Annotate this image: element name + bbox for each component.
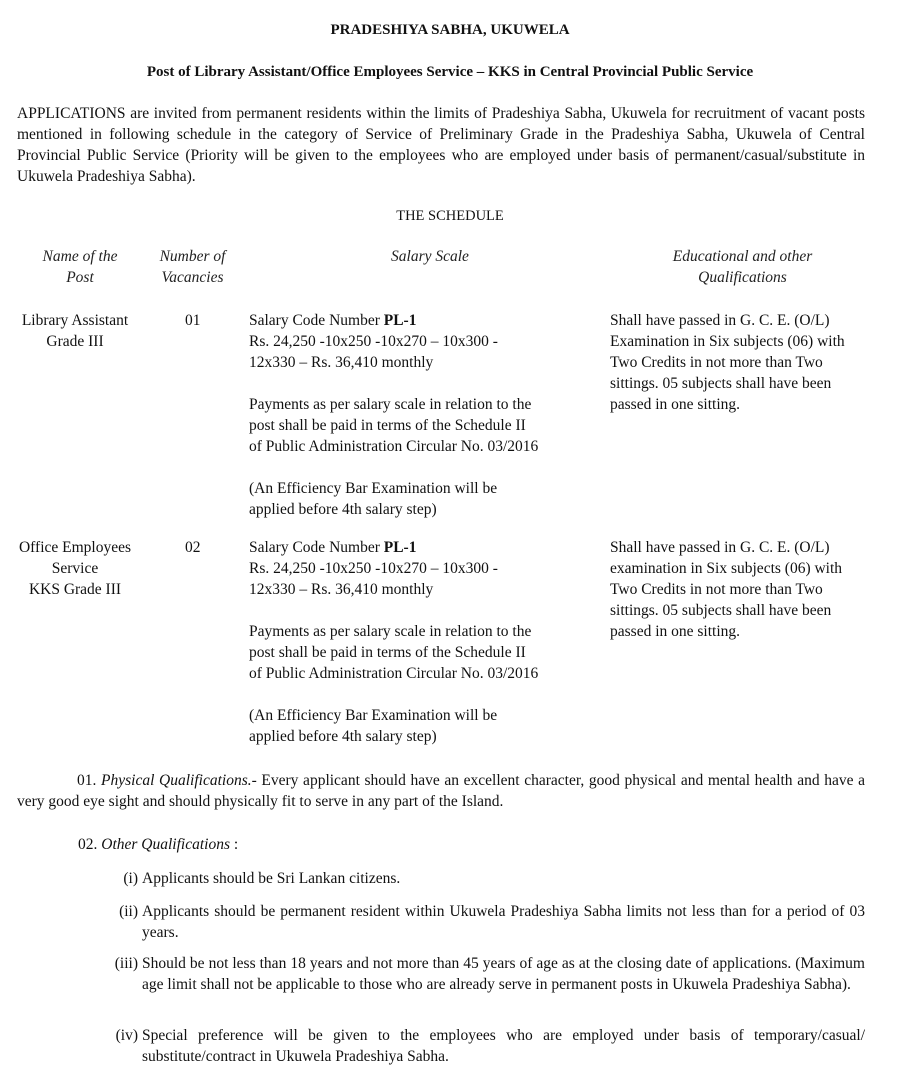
page-subtitle: Post of Library Assistant/Office Employees Service – KKS in Central Provincial Public Service — [146, 64, 754, 80]
qualification-line: Examination in Six subjects (06) with — [610, 333, 845, 350]
salary-code: PL-1 — [383, 539, 417, 556]
salary-code: PL-1 — [383, 312, 417, 329]
post-name-line: Grade III — [46, 333, 104, 350]
qualification-line: Two Credits in not more than Two — [610, 581, 823, 598]
section-colon: : — [229, 836, 239, 853]
intro-paragraph: APPLICATIONS are invited from permanent residents within the limits of Pradeshiya Sabha, Ukuwela for recruitment of vacant posts mentioned in following schedule in the category of Service of Preliminary Grade in the Pradeshiya Sabha, Ukuwela of Central Provincial Public Service (Priority will be given to the employees who are employed under basis of permanent/casual/substitute in Ukuwela Pradeshiya Sabha). — [17, 105, 865, 185]
salary-scale-line: 12x330 – Rs. 36,410 monthly — [249, 581, 434, 598]
efficiency-bar-line: applied before 4th salary step) — [249, 728, 437, 745]
qualification-line: Shall have passed in G. C. E. (O/L) — [610, 312, 830, 329]
post-name-line: Library Assistant — [21, 312, 129, 329]
header-vacancies-line: Number of — [159, 248, 226, 265]
section-heading: Physical Qualifications. — [101, 772, 252, 789]
post-name-line: KKS Grade III — [28, 581, 122, 598]
page-title: PRADESHIYA SABHA, UKUWELA — [330, 22, 570, 38]
header-vacancies — [145, 246, 240, 288]
salary-code-line — [249, 537, 589, 558]
post-name-line: Service — [51, 560, 99, 577]
qualification-line: passed in one sitting. — [610, 396, 741, 413]
qualification-line: examination in Six subjects (06) with — [610, 560, 843, 577]
header-post-name — [25, 246, 135, 288]
payment-note-line: post shall be paid in terms of the Schedule II — [249, 417, 526, 434]
header-salary-scale: Salary Scale — [391, 248, 469, 265]
physical-qualifications-section — [17, 770, 865, 812]
table-row-qualifications — [610, 310, 875, 415]
header-qualifications — [610, 246, 875, 288]
post-name-line: Office Employees — [18, 539, 132, 556]
salary-scale-line: Rs. 24,250 -10x250 -10x270 – 10x300 - — [249, 333, 498, 350]
list-item-number: (i) — [123, 870, 138, 887]
table-row-qualifications — [610, 537, 875, 642]
list-item-text: Special preference will be given to the employees who are employed under basis of temporary/casual/ substitute/contract in Ukuwela Pradeshiya Sabha. — [142, 1027, 865, 1065]
other-qualifications-heading — [78, 834, 238, 855]
efficiency-bar-line: (An Efficiency Bar Examination will be — [249, 480, 498, 497]
qualification-line: Two Credits in not more than Two — [610, 354, 823, 371]
schedule-title: THE SCHEDULE — [396, 208, 504, 224]
salary-scale-line: 12x330 – Rs. 36,410 monthly — [249, 354, 434, 371]
payment-note-line: of Public Administration Circular No. 03/2016 — [249, 665, 539, 682]
payment-note-line: of Public Administration Circular No. 03/2016 — [249, 438, 539, 455]
payment-note-line: post shall be paid in terms of the Schedule II — [249, 644, 526, 661]
table-row-vacancies: 01 — [185, 312, 201, 329]
list-item-text: Should be not less than 18 years and not more than 45 years of age as at the closing date of applications. (Maximum age limit shall not be applicable to those who are already serve in permanent posts in Ukuwela Pradeshiya Sabha). — [142, 955, 865, 993]
qualification-line: passed in one sitting. — [610, 623, 741, 640]
list-item-number: (ii) — [119, 903, 138, 920]
payment-note-line: Payments as per salary scale in relation to the — [249, 396, 532, 413]
list-item-number: (iv) — [115, 1027, 138, 1044]
salary-scale-line: Rs. 24,250 -10x250 -10x270 – 10x300 - — [249, 560, 498, 577]
efficiency-bar-line: applied before 4th salary step) — [249, 501, 437, 518]
table-row-vacancies: 02 — [185, 539, 201, 556]
table-row-salary — [249, 537, 589, 747]
list-item-text: Applicants should be Sri Lankan citizens. — [142, 870, 401, 887]
header-post-name-line: Post — [66, 269, 94, 286]
table-row-post-name — [5, 310, 145, 352]
salary-code-line — [249, 310, 589, 331]
qualification-line: Shall have passed in G. C. E. (O/L) — [610, 539, 830, 556]
section-number: 01. — [77, 772, 97, 789]
salary-code-label: Salary Code Number — [249, 539, 384, 556]
list-item-text: Applicants should be permanent resident within Ukuwela Pradeshiya Sabha limits not less than for a period of 03 years. — [142, 903, 865, 941]
qualification-line: sittings. 05 subjects shall have been — [610, 602, 832, 619]
payment-note-line: Payments as per salary scale in relation to the — [249, 623, 532, 640]
section-number: 02. — [78, 836, 98, 853]
table-row-salary — [249, 310, 589, 520]
header-post-name-line: Name of the — [42, 248, 118, 265]
section-heading: Other Qualifications — [101, 836, 230, 853]
table-row-post-name — [5, 537, 145, 600]
header-qualifications-line: Qualifications — [698, 269, 787, 286]
header-qualifications-line: Educational and other — [672, 248, 813, 265]
qualification-line: sittings. 05 subjects shall have been — [610, 375, 832, 392]
salary-code-label: Salary Code Number — [249, 312, 384, 329]
efficiency-bar-line: (An Efficiency Bar Examination will be — [249, 707, 498, 724]
list-item-number: (iii) — [114, 955, 138, 972]
header-vacancies-line: Vacancies — [161, 269, 224, 286]
section-text: - Every applicant should have an excellent character, good physical and mental health and have a very good eye sight and should physically fit to serve in any part of the Island. — [17, 772, 865, 810]
